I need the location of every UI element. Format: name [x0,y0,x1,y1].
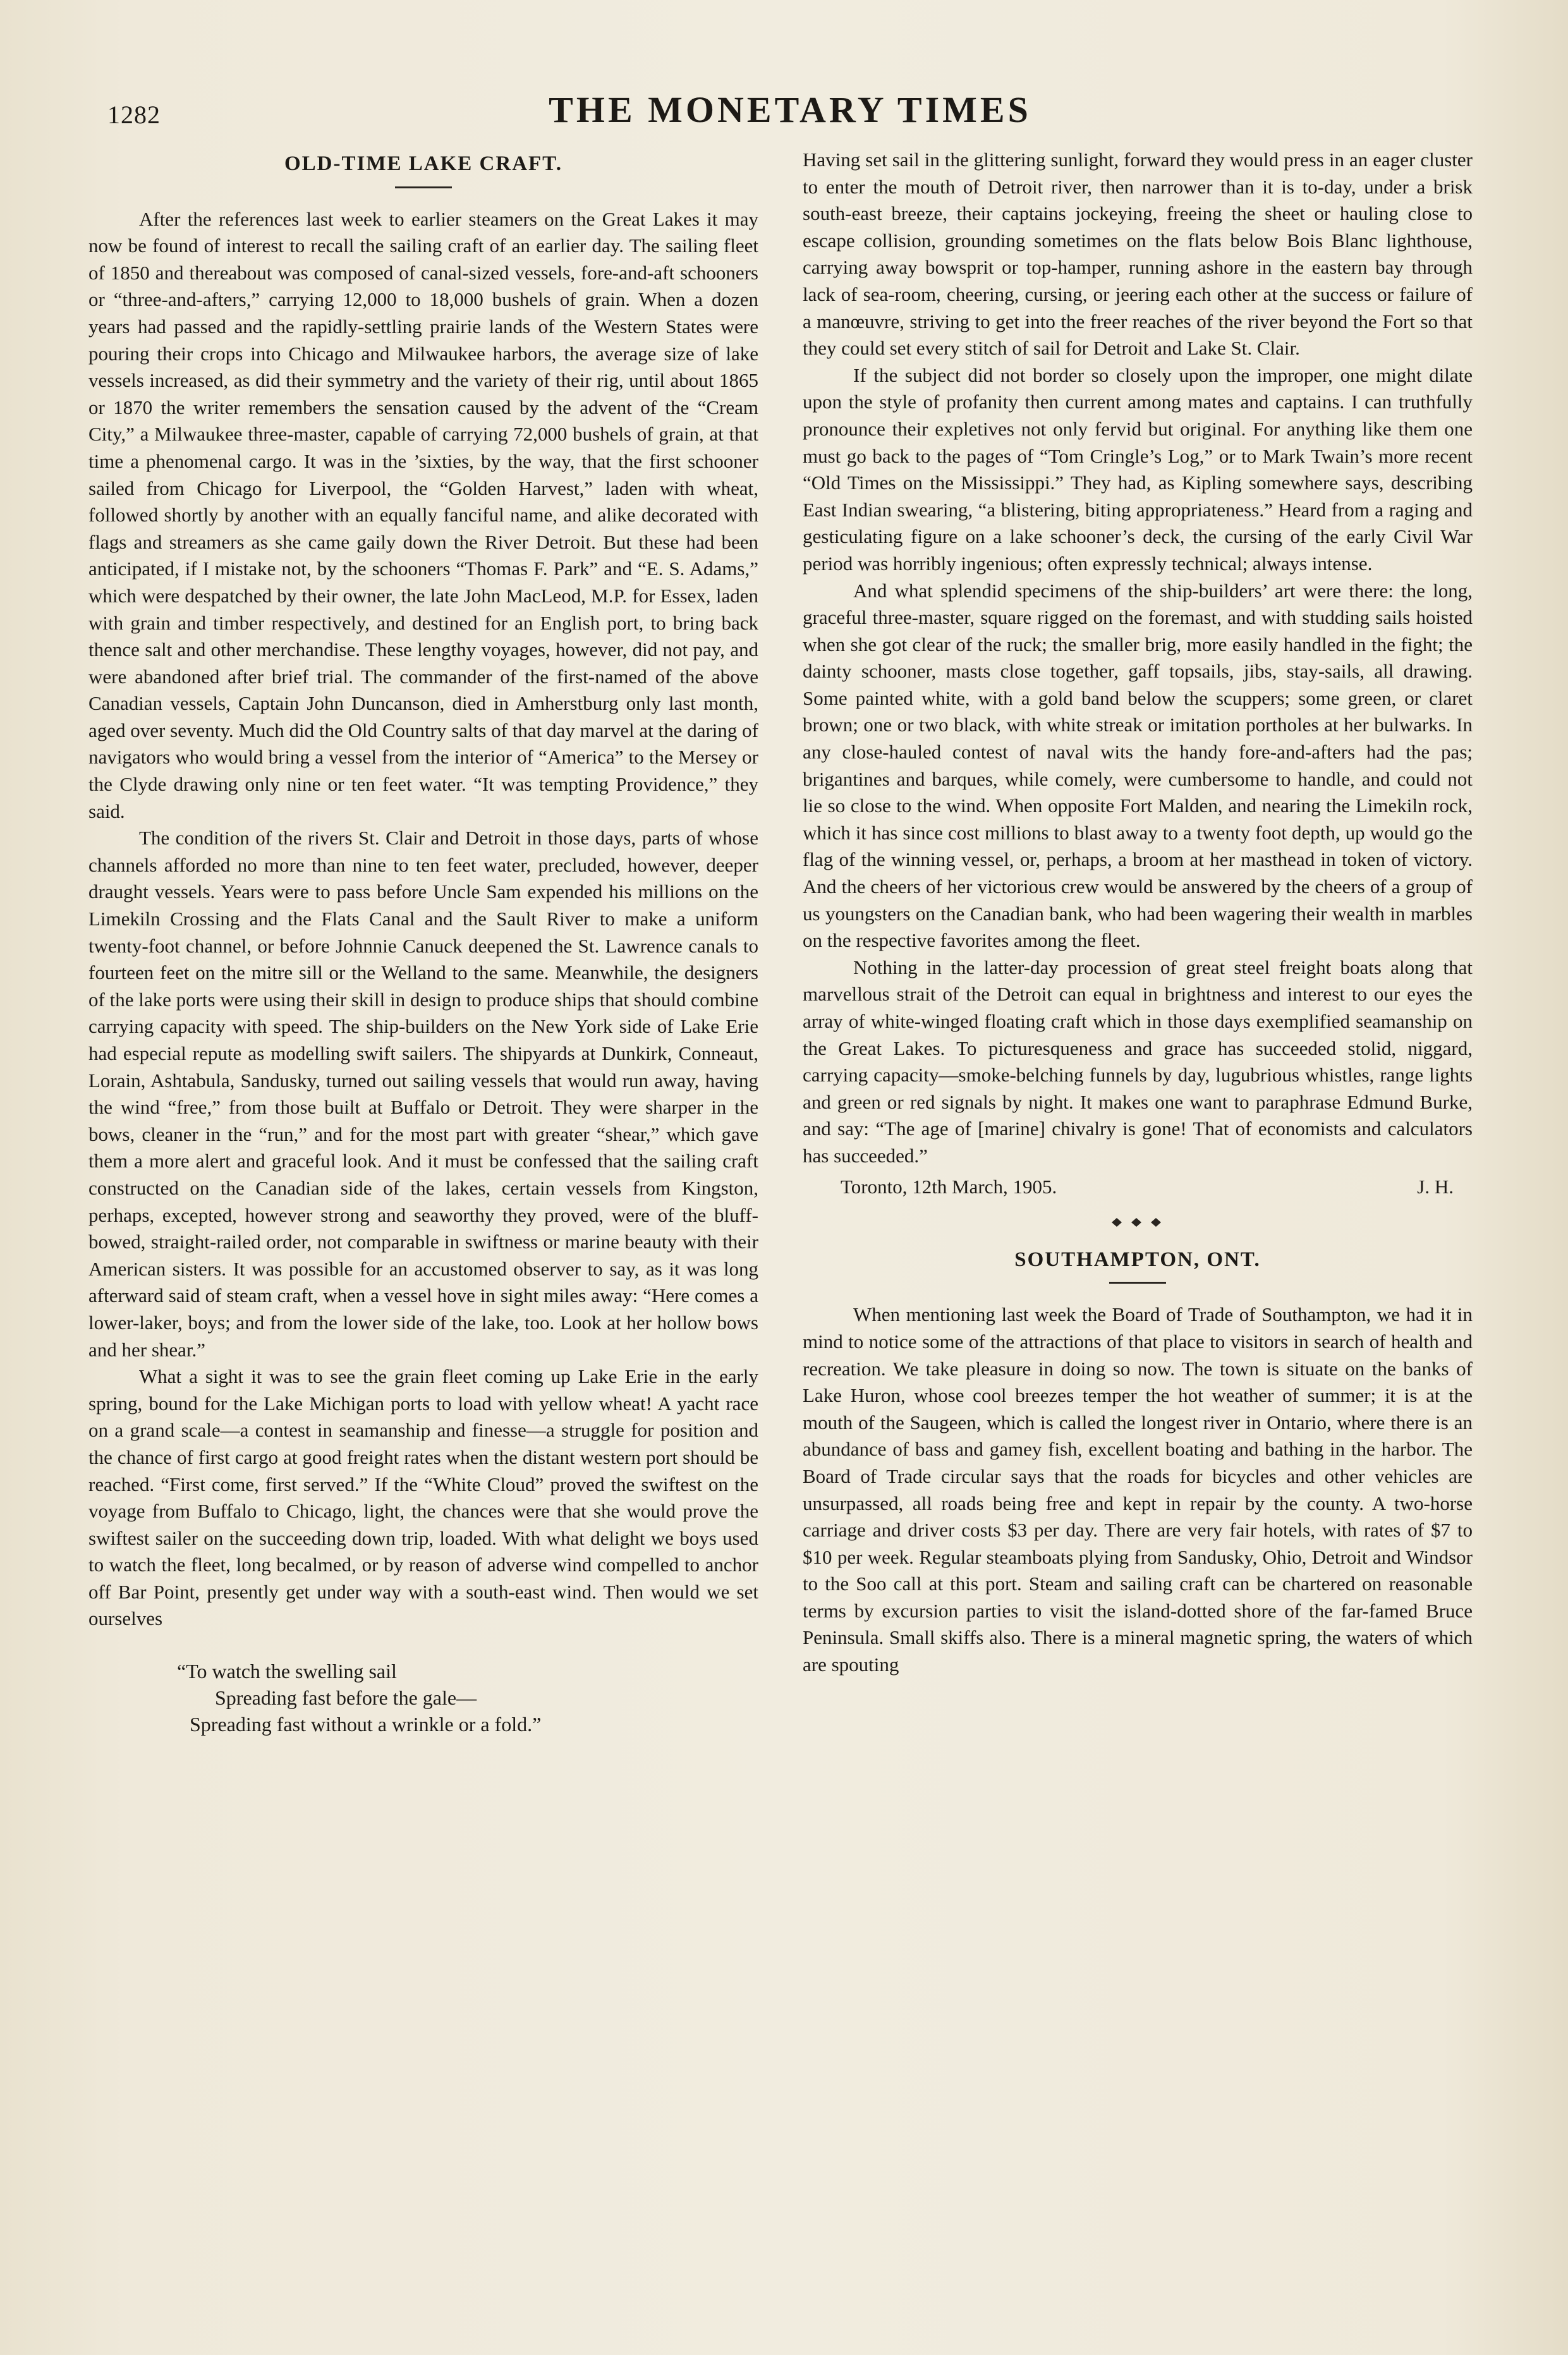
article-title-old-time-lake-craft: OLD-TIME LAKE CRAFT. [284,152,562,175]
title-rule [395,186,452,188]
paragraph: And what splendid specimens of the ship-builders’ art were there: the long, graceful three-master, square rigged on the foremast, and with studding sails hoisted when she got clear of the ruck; the smaller brig, more easily handled in the fight; the dainty schooner, masts close together, gaff topsails, jibs, stay-sails, all drawing. Some painted white, with a gold band below the scuppers; some green, or claret brown; one or two black, with white streak or imitation portholes at her bulwarks. In any close-hauled contest of naval wits the handy fore-and-afters had the pas; brigantines and barques, while comely, were cumbersome to handle, and could not lie so close to the wind. When opposite Fort Malden, and nearing the Limekiln rock, which it has since cost millions to blast away to a twenty foot depth, up would go the flag of the winning vessel, or, perhaps, a broom at her masthead in token of victory. And the cheers of her victorious crew would be answered by the cheers of a group of us youngsters on the Canadian bank, who had been wagering their wealth in marbles on the respective favorites among the fleet. [803,579,1473,952]
left-column [88,147,758,1737]
right-column [803,147,1473,1679]
paragraph: When mentioning last week the Board of Trade of Southampton, we had it in mind to notice some of the attractions of that place to visitors in search of health and recreation. We take pleasure in doing so now. The town is situate on the banks of Lake Huron, whose cool breezes temper the hot weather of summer; it is at the mouth of the Saugeen, which is called the longest river in Ontario, where there is an abundance of bass and gamey fish, excellent boating and bathing in the harbor. The Board of Trade circular says that the roads for bicycles and other vehicles are unsurpassed, all roads being free and kept in repair by the county. A two-horse carriage and driver costs $3 per day. There are very fair hotels, with rates of $7 to $10 per week. Regular steamboats plying from Sandusky, Ohio, Detroit and Windsor to the Soo call at this port. Steam and sailing craft can be chartered on reasonable terms by excursion parties to visit the island-dotted shore of the far-famed Bruce Peninsula. Small skiffs also. There is a mineral magnetic spring, the waters of which are spouting [803,1303,1473,1676]
masthead: THE MONETARY TIMES [549,89,1031,130]
article-signoff [803,1174,1473,1201]
title-rule [1109,1282,1166,1284]
paragraph: Nothing in the latter-day procession of great steel freight boats along that marvellous strait of the Detroit can equal in brightness and interest to our eyes the array of white-winged floating craft which in those days exemplified seamanship on the Great Lakes. To picturesqueness and grace has succeeded stolid, niggard, carrying capacity—smoke-belching funnels by day, lugubrious whistles, range lights and green or red signals by night. It makes one want to paraphrase Edmund Burke, and say: “The age of [marine] chivalry is gone! That of economists and calculators has succeeded.” [803,956,1473,1167]
paragraph: The condition of the rivers St. Clair and Detroit in those days, parts of whose channels afforded no more than nine to ten feet water, precluded, however, deeper draught vessels. Years were to pass before Uncle Sam expended his millions on the Limekiln Crossing and the Flats Canal and the Sault River to make a uniform twenty-foot channel, or before Johnnie Canuck deepened the St. Lawrence canals to fourteen feet on the mitre sill or the Welland to the same. Meanwhile, the designers of the lake ports were using their skill in design to produce ships that should combine carrying capacity with speed. The ship-builders on the New York side of Lake Erie had especial repute as modelling swift sailers. The shipyards at Dunkirk, Conneaut, Lorain, Ashtabula, Sandusky, turned out sailing vessels that would run away, having the wind “free,” from those built at Buffalo or Detroit. They were sharper in the bows, cleaner in the “run,” and for the most part with greater “shear,” which gave them a more alert and graceful look. And it must be confessed that the sailing craft constructed on the Canadian side of the lakes, certain vessels from Kingston, perhaps, excepted, however strong and seaworthy they proved, were of the bluff-bowed, straight-railed order, not comparable in swiftness or marine beauty with their American sisters. It was possible for an accustomed observer to say, as it was long afterward said of steam craft, when a vessel hove in sight miles away: “Here comes a lower-laker, boys; and from the lower side of the lake, too. Look at her hollow bows and her shear.” [88,827,758,1361]
paragraph: Having set sail in the glittering sunlight, forward they would press in an eager cluster to enter the mouth of Detroit river, then narrower than it is to-day, under a brisk south-east breeze, their captains jockeying, freeing the sheet or hauling close to escape collision, grounding sometimes on the flats below Bois Blanc lighthouse, carrying away bowsprit or top-hamper, running ashore in the eastern bay through lack of sea-room, cheering, cursing, or jeering each other at the success or failure of a manœuvre, striving to get into the freer reaches of the river beyond the Fort so that they could set every stitch of sail for Detroit and Lake St. Clair. [803,149,1473,360]
verse-line: “To watch the swelling sail [177,1660,397,1683]
author-initials: J. H. [1417,1175,1454,1198]
article-title-southampton: SOUTHAMPTON, ONT. [1014,1248,1261,1271]
verse-line: Spreading fast without a wrinkle or a fold.” [190,1713,542,1736]
paragraph: After the references last week to earlier steamers on the Great Lakes it may now be found of interest to recall the sailing craft of an earlier day. The sailing fleet of 1850 and thereabout was composed of canal-sized vessels, fore-and-aft schooners or “three-and-afters,” carrying 12,000 to 18,000 bushels of grain. When a dozen years had passed and the rapidly-settling prairie lands of the Western States were pouring their crops into Chicago and Milwaukee harbors, the average size of lake vessels increased, as did their symmetry and the variety of their rig, until about 1865 or 1870 the writer remembers the sensation caused by the advent of the “Cream City,” a Milwaukee three-master, capable of carrying 72,000 bushels of grain, at that time a phenomenal cargo. It was in the ’sixties, by the way, that the first schooner sailed from Chicago for Liverpool, the “Golden Harvest,” laden with wheat, followed shortly by another with an equally fanciful name, and alike decorated with flags and streamers as she came gaily down the River Detroit. But these had been anticipated, if I mistake not, by the schooners “Thomas F. Park” and “E. S. Adams,” which were despatched by their owner, the late John MacLeod, M.P. for Essex, laden with grain and timber respectively, and destined for an English port, to bring back thence salt and other merchandise. These lengthy voyages, however, did not pay, and were abandoned after brief trial. The commander of the first-named of the above Canadian vessels, Captain John Duncanson, died in Amherstburg only last month, aged over seventy. Much did the Old Country salts of that day marvel at the daring of navigators who would bring a vessel from the interior of “America” to the Mersey or the Clyde drawing only nine or ten feet water. “It was tempting Providence,” they said. [88,207,758,822]
section-divider-ornament [803,1208,1473,1235]
page-header [101,88,1479,139]
dateline: Toronto, 12th March, 1905. [841,1175,1057,1198]
paragraph: If the subject did not border so closely upon the improper, one might dilate upon the style of profanity then current among mates and captains. I can truthfully pronounce their expletives not only fervid but original. For anything like them one must go back to the pages of “Tom Cringle’s Log,” or to Mark Twain’s more recent “Old Times on the Mississippi.” They had, as Kipling somewhere says, describing East Indian swearing, “a blistering, biting appropriateness.” Heard from a raging and gesticulating figure on a lake schooner’s deck, the cursing of the early Civil War period was horribly ingenious; often expressly technical; always intense. [803,363,1473,575]
page-number: 1282 [107,100,161,129]
paragraph: What a sight it was to see the grain fleet coming up Lake Erie in the early spring, bound for the Lake Michigan ports to load with yellow wheat! A yacht race on a grand scale—a contest in seamanship and finesse—a struggle for position and the chance of first cargo at good freight rates when the distant western port should be reached. “First come, first served.” If the “White Cloud” proved the swiftest on the voyage from Buffalo to Chicago, light, the chances were that she would prove the swiftest sailer on the succeeding down trip, loaded. With what delight we boys used to watch the fleet, long becalmed, or by reason of adverse wind compelled to anchor off Bar Point, presently get under way with a south-east wind. Then would we set ourselves [88,1365,758,1630]
verse-quote [177,1658,758,1737]
fleuron-icon [1109,1215,1166,1229]
verse-line: Spreading fast before the gale— [215,1686,477,1710]
